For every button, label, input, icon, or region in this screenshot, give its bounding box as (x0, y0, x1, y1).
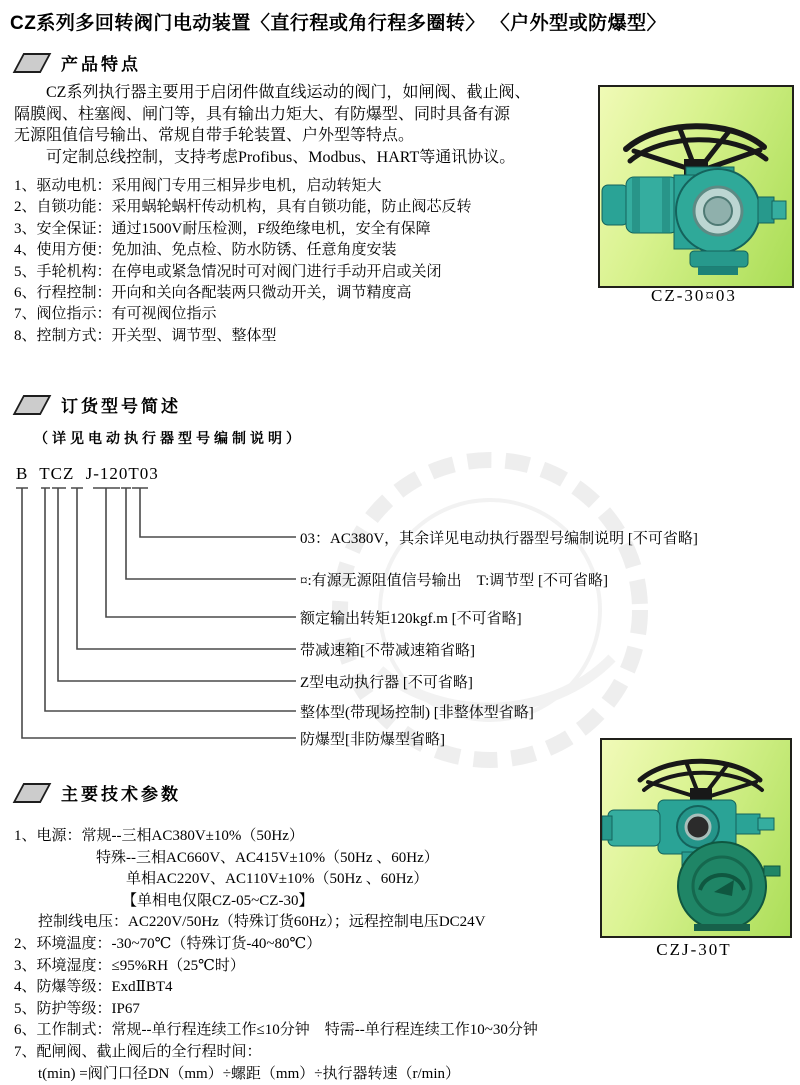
spec-line: 控制线电压：AC220V/50Hz（特殊订货60Hz）；远程控制电压DC24V (38, 914, 486, 931)
intro-line: CZ系列执行器主要用于启闭件做直线运动的阀门，如闸阀、截止阀、 (46, 84, 531, 101)
list-item: 1、驱动电机：采用阀门专用三相异步电机，启动转矩大 (14, 178, 382, 194)
spec-line: 单相AC220V、AC110V±10%（50Hz 、60Hz） (126, 871, 429, 888)
section-header-ordering (12, 392, 181, 417)
model-callout: 带减速箱[不带减速箱省略] (300, 643, 475, 659)
list-item: 4、使用方便：免加油、免点检、防水防锈、任意角度安装 (14, 242, 397, 259)
model-callout: ¤:有源无源阻值信号输出 T:调节型 [不可省略] (300, 573, 608, 589)
page-title: CZ系列多回转阀门电动装置〈直行程或角行程多圈转〉 〈户外型或防爆型〉 (10, 13, 667, 34)
actuator-photo-cz30 (600, 87, 788, 282)
model-callout: 整体型(带现场控制) [非整体型省略] (300, 705, 534, 721)
intro-line: 可定制总线控制，支持考虑Profibus、Modbus、HART等通讯协议。 (46, 149, 516, 167)
section-title: 主要技术参数 (61, 785, 181, 804)
section-marker-icon (13, 783, 52, 803)
section-title: 订货型号简述 (61, 397, 181, 416)
spec-line: 1、电源：常规--三相AC380V±10%（50Hz） (14, 828, 304, 844)
section-header-features (12, 50, 141, 75)
model-callout: 03：AC380V，其余详见电动执行器型号编制说明 [不可省略] (300, 531, 698, 547)
section-header-specs (12, 780, 181, 805)
list-item: 5、手轮机构：在停电或紧急情况时可对阀门进行手动开启或关闭 (14, 263, 442, 280)
figure-caption: CZ-30¤03 (651, 286, 737, 305)
spec-line: 3、环境湿度：≤95%RH（25℃时） (14, 957, 245, 974)
intro-line: 无源阻值信号输出、常规自带手轮装置、户外型等特点。 (14, 127, 415, 145)
spec-line: 【单相电仅限CZ-05~CZ-30】 (122, 892, 314, 909)
product-photo-frame (600, 738, 792, 938)
section-marker-icon (13, 53, 52, 73)
section-marker-icon (13, 395, 52, 415)
spec-line: 特殊--三相AC660V、AC415V±10%（50Hz 、60Hz） (96, 849, 439, 866)
list-item: 7、阀位指示：有可视阀位指示 (14, 306, 217, 323)
actuator-photo-czj30t (602, 740, 786, 932)
specs-list (14, 826, 538, 1085)
list-item: 8、控制方式：开关型、调节型、整体型 (14, 327, 277, 344)
model-code: B TCZ J-120T03 (16, 464, 159, 483)
list-item: 3、安全保证：通过1500V耐压检测，F级绝缘电机，安全有保障 (14, 220, 431, 237)
list-item: 2、自锁功能：采用蜗轮蜗杆传动机构，具有自锁功能，防止阀芯反转 (14, 199, 472, 216)
ordering-note: （详见电动执行器型号编制说明） (34, 432, 304, 447)
spec-line: t(min) =阀门口径DN（mm）÷螺距（mm）÷执行器转速（r/min） (38, 1065, 461, 1082)
intro-line: 隔膜阀、柱塞阀、闸门等，具有输出力矩大、有防爆型、同时具备有源 (14, 105, 511, 123)
spec-line: 6、工作制式：常规--单行程连续工作≤10分钟 特需--单行程连续工作10~30分钟 (14, 1022, 538, 1039)
section-title: 产品特点 (61, 55, 141, 74)
model-callout: 额定输出转矩120kgf.m [不可省略] (300, 611, 522, 627)
model-callout: Z型电动执行器 [不可省略] (300, 675, 473, 691)
spec-line: 5、防护等级：IP67 (14, 1000, 140, 1017)
figure-caption: CZJ-30T (656, 940, 732, 959)
spec-line: 4、防爆等级：ExdⅡBT4 (14, 979, 173, 996)
features-list (14, 176, 472, 347)
spec-line: 2、环境温度：-30~70℃（特殊订货-40~80℃） (14, 935, 322, 952)
spec-line: 7、配闸阀、截止阀后的全行程时间： (14, 1043, 262, 1060)
features-intro (14, 82, 599, 169)
product-photo-frame (598, 85, 794, 288)
model-callout: 防爆型[非防爆型省略] (300, 732, 445, 748)
list-item: 6、行程控制：开向和关向各配装两只微动开关，调节精度高 (14, 285, 412, 302)
